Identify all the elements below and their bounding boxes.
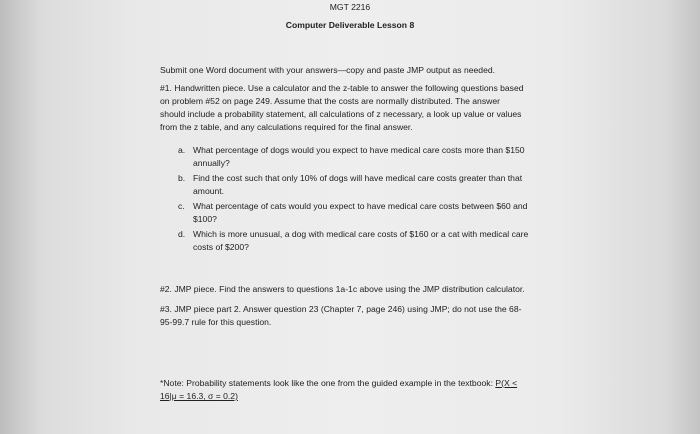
- item3-line: 95-99.7 rule for this question.: [160, 317, 272, 327]
- item1-line: from the z table, and any calculations required for the final answer.: [160, 122, 413, 132]
- question-letter-d: d.: [178, 229, 186, 239]
- question-letter-b: b.: [178, 173, 186, 183]
- question-c-line: $100?: [193, 214, 217, 224]
- item3-line: #3. JMP piece part 2. Answer question 23 (Chapter 7, page 246) using JMP; do not use the 68-: [160, 304, 522, 314]
- question-a-line: What percentage of dogs would you expect to have medical care costs more than $150: [193, 145, 525, 155]
- note-line: [160, 377, 517, 390]
- question-letter-a: a.: [178, 145, 186, 155]
- note-text: *Note: Probability statements look like the one from the guided example in the textbook:: [160, 378, 496, 388]
- document-title: Computer Deliverable Lesson 8: [285, 20, 415, 30]
- question-d-line: costs of $200?: [193, 242, 249, 252]
- note-formula-end: 16|μ = 16.3, σ = 0.2): [160, 391, 238, 401]
- course-code: MGT 2216: [329, 2, 371, 12]
- item2-text: #2. JMP piece. Find the answers to questions 1a-1c above using the JMP distribution calculator.: [160, 284, 525, 294]
- question-letter-c: c.: [178, 201, 185, 211]
- question-c-line: What percentage of cats would you expect to have medical care costs between $60 and: [193, 201, 528, 211]
- question-a-line: annually?: [193, 158, 230, 168]
- intro-text: Submit one Word document with your answers—copy and paste JMP output as needed.: [160, 65, 496, 75]
- item1-line: on problem #52 on page 249. Assume that the costs are normally distributed. The answer: [160, 96, 500, 106]
- note-formula-start: P(X <: [495, 378, 518, 388]
- item1-line: #1. Handwritten piece. Use a calculator and the z-table to answer the following questions based: [160, 83, 524, 93]
- question-b-line: Find the cost such that only 10% of dogs will have medical care costs greater than that: [193, 173, 523, 183]
- item1-line: should include a probability statement, all calculations of z necessary, a look up value or values: [160, 109, 522, 119]
- question-b-line: amount.: [193, 186, 225, 196]
- question-d-line: Which is more unusual, a dog with medical care costs of $160 or a cat with medical care: [193, 229, 529, 239]
